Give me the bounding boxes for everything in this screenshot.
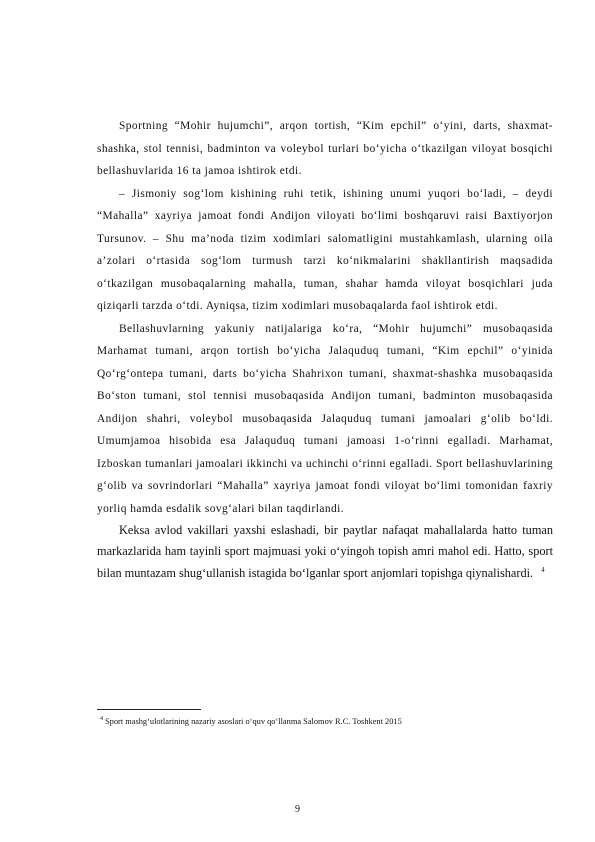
footnote-text: Sport mashg‘ulotlarining nazariy asoslari o‘quv qo‘llanma Salomov R.C. Toshkent 2015 (105, 716, 402, 726)
body-text (97, 115, 553, 584)
paragraph-older-generation-text: Keksa avlod vakillari yaxshi eslashadi, bir paytlar nafaqat mahallalarda hatto tuman markazlarida ham tayinli sport majmuasi yoki o‘yingoh topish amri mahol edi. Hatto, sport bilan muntazam shug‘ullanish istagida bo‘lganlar sport anjomlari topishga qiynalishardi. (97, 523, 553, 580)
page-number: 9 (295, 804, 300, 815)
paragraph-quote-tursunov: – Jismoniy sog‘lom kishining ruhi tetik, ishining unumi yuqori bo‘ladi, – deydi “Mahalla” xayriya jamoat fondi Andijon viloyati bo‘limi boshqaruvi raisi Baxtiyorjon Tursunov. – Shu ma’noda tizim xodimlari salomatligini mustahkamlash, ularning oila a’zolari o‘rtasida sog‘lom turmush tarzi ko‘nikmalarini shakllantirish maqsadida o‘tkazilgan musobaqalarning mahalla, tuman, shahar hamda viloyat bosqichlari juda qiziqarli tarzda o‘tdi. Ayniqsa, tizim xodimlari musobaqalarda faol ishtirok etdi. (97, 187, 553, 312)
paragraph-results: Bellashuvlarning yakuniy natijalariga ko‘ra, “Mohir hujumchi” musobaqasida Marhamat tumani, arqon tortish bo‘yicha Jalaquduq tumani, “Kim epchil” o‘yinida Qo‘rg‘ontepa tumani, darts bo‘yicha Shahrixon tumani, shaxmat-shashka musobaqasida Bo‘ston tumani, stol tennisi musobaqasida Andijon tumani, badminton musobaqasida Andijon shahri, voleybol musobaqasida Jalaquduq tumani jamoalari g‘olib bo‘ldi. Umumjamoa hisobida esa Jalaquduq tumani jamoasi 1-o‘rinni egalladi. Marhamat, Izboskan tumanlari jamoalari ikkinchi va uchinchi o‘rinni egalladi. Sport bellashuvlarining g‘olib va sovrindorlari “Mahalla” xayriya jamoat fondi viloyat bo‘limi tomonidan faxriy yorliq hamda esdalik sovg‘alari bilan taqdirlandi. (97, 322, 553, 515)
paragraph-older-generation (97, 520, 553, 584)
footnote (97, 713, 553, 728)
footnote-divider (97, 709, 201, 710)
footnote-reference: 4 (541, 565, 545, 574)
footnote-number: 4 (100, 716, 103, 722)
paragraph-sports-types: Sportning “Mohir hujumchi”, arqon tortish, “Kim epchil” o‘yini, darts, shaxmat-shashka, stol tennisi, badminton va voleybol turlari bo‘yicha o‘tkazilgan viloyat bosqichi bellashuvlarida 16 ta jamoa ishtirok etdi. (97, 120, 553, 177)
